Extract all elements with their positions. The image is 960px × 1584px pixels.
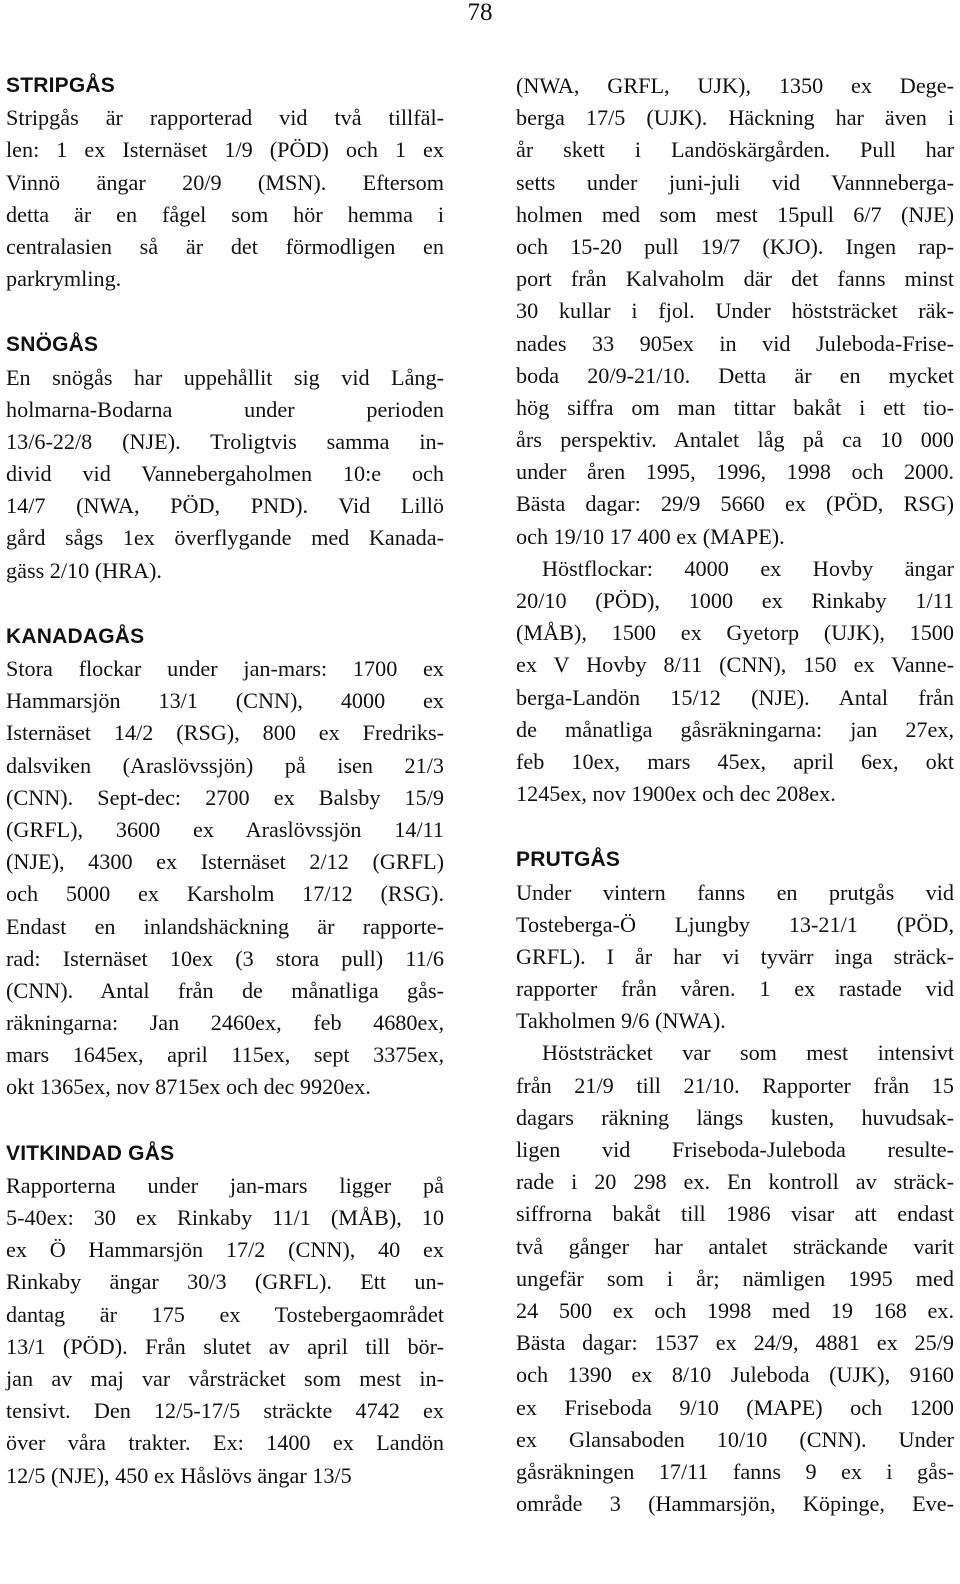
text-line: (CNN). Antal från de månatliga gås- <box>6 977 444 1003</box>
text-line: berga 17/5 (UJK). Häckning har även i <box>516 105 954 131</box>
text-line: hög siffra om man tittar bakåt i ett tio- <box>516 394 954 420</box>
text-line: GRFL). I år har vi tyvärr inga sträck- <box>516 943 954 969</box>
text-line: Stora flockar under jan-mars: 1700 ex <box>6 656 444 681</box>
left-column <box>6 70 444 1492</box>
page-number: 78 <box>467 0 493 26</box>
text-line: Takholmen 9/6 (NWA). <box>516 1008 726 1034</box>
text-line: Stripgås är rapporterad vid två tillfäl- <box>6 105 444 131</box>
text-line: rad: Isternäset 10ex (3 stora pull) 11/6 <box>6 945 444 971</box>
text-line: centralasien så är det förmodligen en <box>6 233 444 259</box>
text-line: Isternäset 14/2 (RSG), 800 ex Fredriks- <box>6 720 444 746</box>
text-line: setts under juni-juli vid Vannneberga- <box>516 169 954 195</box>
right-column <box>516 70 954 1520</box>
text-line: område 3 (Hammarsjön, Köpinge, Eve- <box>516 1491 954 1517</box>
text-line: parkrymling. <box>6 266 122 292</box>
text-line: 12/5 (NJE), 450 ex Håslövs ängar 13/5 <box>6 1462 352 1488</box>
section-heading: SNÖGÅS <box>6 333 99 357</box>
text-line: mars 1645ex, april 115ex, sept 3375ex, <box>6 1042 444 1068</box>
text-line: (CNN). Sept-dec: 2700 ex Balsby 15/9 <box>6 784 444 810</box>
text-line: 1245ex, nov 1900ex och dec 208ex. <box>516 781 836 807</box>
text-line: och 1390 ex 8/10 Juleboda (UJK), 9160 <box>516 1362 954 1388</box>
text-line: (MÅB), 1500 ex Gyetorp (UJK), 1500 <box>516 620 954 646</box>
text-line: dalsviken (Araslövssjön) på isen 21/3 <box>6 752 444 778</box>
section-heading: STRIPGÅS <box>6 74 115 97</box>
text-line: dagars räkning längs kusten, huvudsak- <box>516 1104 954 1130</box>
text-line: holmarna-Bodarna under perioden <box>6 396 444 422</box>
text-line: 20/10 (PÖD), 1000 ex Rinkaby 1/11 <box>516 588 954 613</box>
text-line: nades 33 905ex in vid Juleboda-Frise- <box>516 330 954 356</box>
text-line: Under vintern fanns en prutgås vid <box>516 879 954 905</box>
text-line: dantag är 175 ex Tostebergaområdet <box>6 1301 444 1327</box>
text-line: Rinkaby ängar 30/3 (GRFL). Ett un- <box>6 1269 444 1295</box>
text-line: ex Friseboda 9/10 (MAPE) och 1200 <box>516 1394 954 1420</box>
section-heading: VITKINDAD GÅS <box>6 1141 175 1165</box>
text-line: rade i 20 298 ex. En kontroll av sträck- <box>516 1169 954 1195</box>
text-line: ex Ö Hammarsjön 17/2 (CNN), 40 ex <box>6 1237 444 1263</box>
text-line: tensivt. Den 12/5-17/5 sträckte 4742 ex <box>6 1398 444 1424</box>
text-line: Rapporterna under jan-mars ligger på <box>6 1172 444 1198</box>
text-line: räkningarna: Jan 2460ex, feb 4680ex, <box>6 1010 444 1036</box>
text-line: och 5000 ex Karsholm 17/12 (RSG). <box>6 881 444 907</box>
text-line: Tosteberga-Ö Ljungby 13-21/1 (PÖD, <box>516 911 954 937</box>
text-line: port från Kalvaholm där det fanns minst <box>516 266 954 292</box>
text-line: ungefär som i år; nämligen 1995 med <box>516 1265 954 1291</box>
text-line: två gånger har antalet sträckande varit <box>516 1233 954 1259</box>
text-line: 5-40ex: 30 ex Rinkaby 11/1 (MÅB), 10 <box>6 1205 444 1230</box>
text-line: Hammarsjön 13/1 (CNN), 4000 ex <box>6 688 444 714</box>
text-line: 13/1 (PÖD). Från slutet av april till bör- <box>6 1333 444 1359</box>
section-gap <box>6 587 444 621</box>
text-line: rapporter från våren. 1 ex rastade vid <box>516 976 954 1002</box>
text-line: 14/7 (NWA, PÖD, PND). Vid Lillö <box>6 493 444 519</box>
text-line: feb 10ex, mars 45ex, april 6ex, okt <box>516 748 954 774</box>
text-line: 30 kullar i fjol. Under höststräcket räk- <box>516 298 954 324</box>
text-line: gård sågs 1ex överflygande med Kanada- <box>6 525 444 551</box>
text-line: års perspektiv. Antalet låg på ca 10 000 <box>516 427 954 453</box>
text-line: Bästa dagar: 1537 ex 24/9, 4881 ex 25/9 <box>516 1330 954 1356</box>
text-line: boda 20/9-21/10. Detta är en mycket <box>516 362 954 388</box>
section-gap <box>6 295 444 329</box>
text-line: gäss 2/10 (HRA). <box>6 557 162 583</box>
section-heading: KANADAGÅS <box>6 624 145 648</box>
text-line: (GRFL), 3600 ex Araslövssjön 14/11 <box>6 816 444 842</box>
text-line: ex V Hovby 8/11 (CNN), 150 ex Vanne- <box>516 652 954 678</box>
text-line: (NWA, GRFL, UJK), 1350 ex Dege- <box>516 73 954 98</box>
section-heading: PRUTGÅS <box>516 848 621 872</box>
text-line: ligen vid Friseboda-Juleboda resulte- <box>516 1137 954 1162</box>
text-line: len: 1 ex Isternäset 1/9 (PÖD) och 1 ex <box>6 137 444 163</box>
text-line: från 21/9 till 21/10. Rapporter från 15 <box>516 1072 954 1098</box>
text-line: berga-Landön 15/12 (NJE). Antal från <box>516 684 954 710</box>
text-line: ex Glansaboden 10/10 (CNN). Under <box>516 1426 954 1452</box>
text-line: under åren 1995, 1996, 1998 och 2000. <box>516 459 954 485</box>
text-line: de månatliga gåsräkningarna: jan 27ex, <box>516 716 954 742</box>
text-line: (NJE), 4300 ex Isternäset 2/12 (GRFL) <box>6 849 444 875</box>
text-line: okt 1365ex, nov 8715ex och dec 9920ex. <box>6 1074 371 1100</box>
text-line: år skett i Landöskärgården. Pull har <box>516 137 954 163</box>
text-line: divid vid Vannebergaholmen 10:e och <box>6 461 444 487</box>
text-line: jan av maj var vårsträcket som mest in- <box>6 1365 444 1391</box>
text-line: Bästa dagar: 29/9 5660 ex (PÖD, RSG) <box>516 491 954 517</box>
text-line: gåsräkningen 17/11 fanns 9 ex i gås- <box>516 1458 954 1484</box>
section-gap <box>6 1104 444 1138</box>
text-line: och 19/10 17 400 ex (MAPE). <box>516 523 785 549</box>
text-line: Höstflockar: 4000 ex Hovby ängar <box>542 555 954 581</box>
text-line: siffrorna bakåt till 1986 visar att endast <box>516 1201 954 1227</box>
text-line: holmen med som mest 15pull 6/7 (NJE) <box>516 201 954 227</box>
text-line: Höststräcket var som mest intensivt <box>542 1040 954 1066</box>
text-line: detta är en fågel som hör hemma i <box>6 201 444 227</box>
text-line: Endast en inlandshäckning är rapporte- <box>6 913 444 939</box>
text-line: över våra trakter. Ex: 1400 ex Landön <box>6 1430 444 1456</box>
text-line: 24 500 ex och 1998 med 19 168 ex. <box>516 1297 954 1323</box>
section-gap <box>516 810 954 844</box>
text-line: Vinnö ängar 20/9 (MSN). Eftersom <box>6 169 444 195</box>
text-line: 13/6-22/8 (NJE). Troligtvis samma in- <box>6 428 444 454</box>
text-line: En snögås har uppehållit sig vid Lång- <box>6 364 444 390</box>
text-line: och 15-20 pull 19/7 (KJO). Ingen rap- <box>516 233 954 259</box>
